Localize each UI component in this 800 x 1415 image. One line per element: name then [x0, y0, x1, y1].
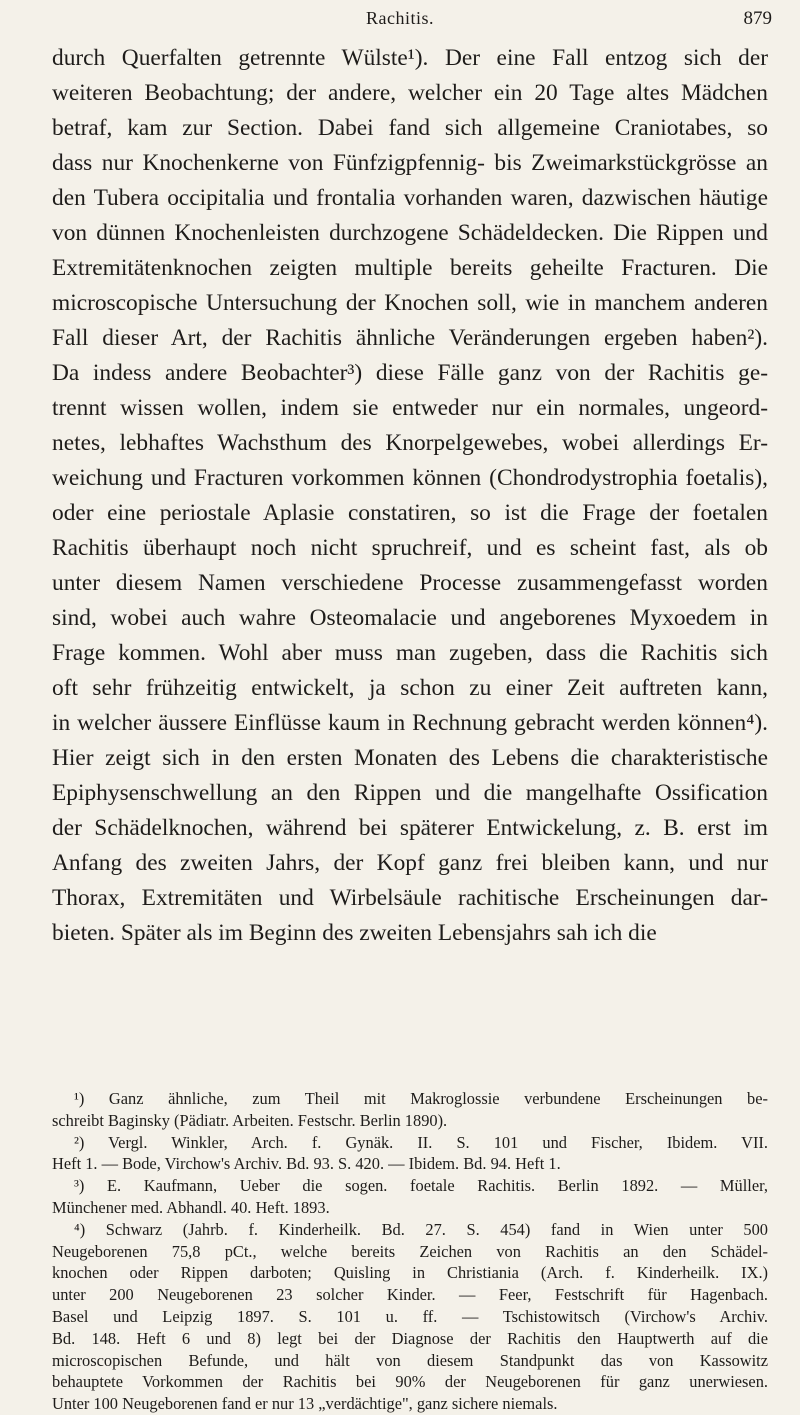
body-line: weichung und Fracturen vorkommen können (Chondrodystrophia foetalis), — [52, 465, 768, 491]
body-line: Fall dieser Art, der Rachitis ähnliche Veränderungen ergeben haben²). — [52, 325, 768, 351]
footnote-line: ²) Vergl. Winkler, Arch. f. Gynäk. II. S. 101 und Fischer, Ibidem. VII. — [74, 1132, 768, 1152]
body-line: in welcher äussere Einflüsse kaum in Rechnung gebracht werden können⁴). — [52, 710, 768, 736]
footnotes — [52, 1088, 768, 1415]
footnote-line: ¹) Ganz ähnliche, zum Theil mit Makroglossie verbundene Erscheinungen be- — [74, 1089, 768, 1108]
footnote-line: knochen oder Rippen darboten; Quisling in Christiania (Arch. f. Kinderheilk. IX.) — [52, 1263, 768, 1283]
body-line: Thorax, Extremitäten und Wirbelsäule rachitische Erscheinungen dar- — [52, 885, 768, 911]
body-line: sind, wobei auch wahre Osteomalacie und angeborenes Myxoedem in — [52, 605, 768, 631]
body-line: Rachitis überhaupt noch nicht spruchreif, und es scheint fast, als ob — [52, 535, 768, 561]
footnote-2 — [52, 1132, 768, 1176]
body-line: unter diesem Namen verschiedene Processe zusammengefasst worden — [52, 570, 768, 596]
footnote-line: Unter 100 Neugeborenen fand er nur 13 „verdächtige", ganz sichere niemals. — [52, 1394, 558, 1414]
body-line: Da indess andere Beobachter³) diese Fälle ganz von der Rachitis ge- — [52, 360, 768, 386]
body-line: durch Querfalten getrennte Wülste¹). Der eine Fall entzog sich der — [52, 45, 768, 71]
footnote-line: Basel und Leipzig 1897. S. 101 u. ff. — Tschistowitsch (Virchow's Archiv. — [52, 1306, 768, 1326]
body-line: bieten. Später als im Beginn des zweiten Lebensjahrs sah ich die — [52, 920, 657, 946]
page-number: 879 — [743, 8, 772, 29]
body-line: Epiphysenschwellung an den Rippen und die mangelhafte Ossification — [52, 780, 768, 806]
footnote-line: Neugeborenen 75,8 pCt., welche bereits Zeichen von Rachitis an den Schädel- — [52, 1241, 768, 1261]
body-line: netes, lebhaftes Wachsthum des Knorpelgewebes, wobei allerdings Er- — [52, 430, 768, 456]
body-line: weiteren Beobachtung; der andere, welcher ein 20 Tage altes Mädchen — [52, 80, 768, 106]
body-line: oder eine periostale Aplasie constatiren, so ist die Frage der foetalen — [52, 500, 768, 526]
body-text — [52, 41, 768, 951]
body-line: Anfang des zweiten Jahrs, der Kopf ganz frei bleiben kann, und nur — [52, 850, 768, 876]
footnote-line: microscopischen Befunde, und hält von diesem Standpunkt das von Kassowitz — [52, 1350, 768, 1370]
body-line: Frage kommen. Wohl aber muss man zugeben, dass die Rachitis sich — [52, 640, 768, 666]
running-head: Rachitis. — [366, 8, 434, 28]
footnote-line: Heft 1. — Bode, Virchow's Archiv. Bd. 93. S. 420. — Ibidem. Bd. 94. Heft 1. — [52, 1154, 561, 1174]
footnote-line: ⁴) Schwarz (Jahrb. f. Kinderheilk. Bd. 27. S. 454) fand in Wien unter 500 — [74, 1219, 768, 1239]
body-line: trennt wissen wollen, indem sie entweder nur ein normales, ungeord- — [52, 395, 768, 421]
footnote-line: Bd. 148. Heft 6 und 8) legt bei der Diagnose der Rachitis den Hauptwerth auf die — [52, 1328, 768, 1348]
footnote-4 — [52, 1219, 768, 1415]
body-line: von dünnen Knochenleisten durchzogene Schädeldecken. Die Rippen und — [52, 220, 768, 246]
footnote-line: behauptete Vorkommen der Rachitis bei 90% der Neugeborenen für ganz unerwiesen. — [52, 1372, 768, 1392]
footnote-line: unter 200 Neugeborenen 23 solcher Kinder. — Feer, Festschrift für Hagenbach. — [52, 1285, 768, 1305]
page-header — [0, 8, 800, 32]
body-line: den Tubera occipitalia und frontalia vorhanden waren, dazwischen häutige — [52, 185, 768, 211]
footnote-line: schreibt Baginsky (Pädiatr. Arbeiten. Festschr. Berlin 1890). — [52, 1110, 448, 1130]
body-line: Hier zeigt sich in den ersten Monaten des Lebens die charakteristische — [52, 745, 768, 771]
footnote-line: Münchener med. Abhandl. 40. Heft. 1893. — [52, 1197, 330, 1217]
body-line: dass nur Knochenkerne von Fünfzigpfennig- bis Zweimarkstückgrösse an — [52, 150, 768, 176]
body-line: der Schädelknochen, während bei späterer Entwickelung, z. B. erst im — [52, 815, 768, 841]
footnote-1 — [52, 1088, 768, 1132]
footnote-3 — [52, 1175, 768, 1219]
body-line: Extremitätenknochen zeigten multiple bereits geheilte Fracturen. Die — [52, 255, 768, 281]
footnote-line: ³) E. Kaufmann, Ueber die sogen. foetale Rachitis. Berlin 1892. — Müller, — [74, 1176, 768, 1196]
body-line: betraf, kam zur Section. Dabei fand sich allgemeine Craniotabes, so — [52, 115, 768, 141]
body-line: microscopische Untersuchung der Knochen soll, wie in manchem anderen — [52, 290, 768, 316]
body-line: oft sehr frühzeitig entwickelt, ja schon zu einer Zeit auftreten kann, — [52, 675, 768, 701]
